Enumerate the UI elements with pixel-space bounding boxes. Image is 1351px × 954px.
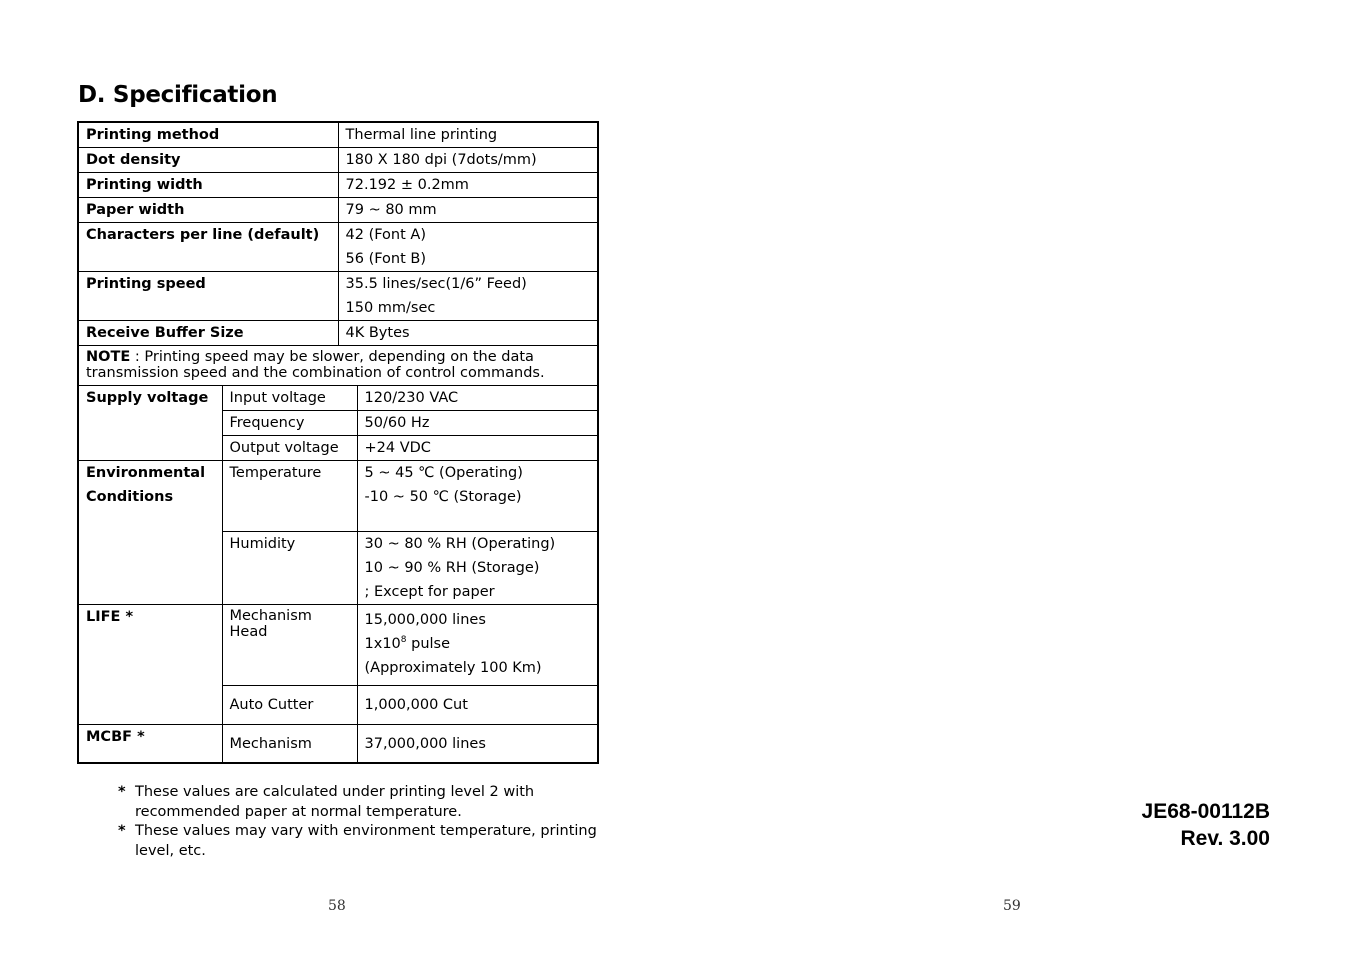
hum-operating: 30 ~ 80 % RH (Operating) — [364, 536, 556, 552]
footnote-1 — [118, 783, 598, 822]
environmental-label — [78, 461, 222, 605]
page-number-left: 58 — [328, 898, 346, 914]
table-row — [78, 605, 598, 686]
note-label: NOTE — [86, 349, 131, 365]
buffer-value: 4K Bytes — [338, 321, 598, 346]
head-distance: (Approximately 100 Km) — [364, 660, 542, 676]
chars-per-line-value — [338, 223, 598, 272]
table-row — [78, 346, 598, 386]
table-row — [78, 148, 598, 173]
frequency-value: 50/60 Hz — [357, 411, 598, 436]
paper-width-value: 79 ~ 80 mm — [338, 198, 598, 223]
pulse-exponent: 8 — [400, 635, 407, 646]
paper-width-label: Paper width — [78, 198, 338, 223]
document-id: JE68-00112B — [1141, 800, 1270, 823]
footnote-2 — [118, 822, 598, 861]
pulse-base: 1x10 — [364, 636, 401, 652]
footnote-text: These values may vary with environment temperature, printing level, etc. — [135, 823, 597, 859]
mechanism-head-label — [222, 605, 357, 686]
dot-density-label: Dot density — [78, 148, 338, 173]
font-a-value: 42 (Font A) — [345, 227, 426, 243]
document-id-block — [1142, 798, 1270, 852]
printing-speed-label: Printing speed — [78, 272, 338, 321]
table-row — [78, 223, 598, 272]
page-number-right: 59 — [1003, 898, 1021, 914]
life-label: LIFE * — [78, 605, 222, 725]
table-row — [78, 173, 598, 198]
mcbf-mechanism-label: Mechanism — [222, 725, 357, 764]
table-row — [78, 321, 598, 346]
head-pulse — [365, 632, 590, 656]
font-b-value: 56 (Font B) — [345, 251, 427, 267]
printing-width-value: 72.192 ± 0.2mm — [338, 173, 598, 198]
revision: Rev. 3.00 — [1180, 827, 1270, 850]
head-label: Head — [229, 624, 268, 640]
supply-voltage-label: Supply voltage — [78, 386, 222, 461]
input-voltage-label: Input voltage — [222, 386, 357, 411]
input-voltage-value: 120/230 VAC — [357, 386, 598, 411]
footnote-star: * — [118, 784, 126, 800]
mcbf-mechanism-value: 37,000,000 lines — [357, 725, 598, 764]
printing-speed-value — [338, 272, 598, 321]
humidity-label: Humidity — [222, 532, 357, 605]
chars-per-line-label: Characters per line (default) — [78, 223, 338, 272]
lines-per-sec-value: 35.5 lines/sec(1/6” Feed) — [345, 276, 527, 292]
printing-width-label: Printing width — [78, 173, 338, 198]
dot-density-value: 180 X 180 dpi (7dots/mm) — [338, 148, 598, 173]
mechanism-label: Mechanism — [229, 608, 312, 624]
table-row — [78, 272, 598, 321]
page-title: D. Specification — [78, 82, 278, 108]
temp-storage: -10 ~ 50 ℃ (Storage) — [364, 489, 522, 505]
table-row — [78, 386, 598, 411]
note-text: : Printing speed may be slower, depending on the data transmission speed and the combination of control commands. — [86, 349, 545, 381]
buffer-label: Receive Buffer Size — [78, 321, 338, 346]
mcbf-label: MCBF * — [78, 725, 222, 764]
hum-storage: 10 ~ 90 % RH (Storage) — [364, 560, 540, 576]
temp-operating: 5 ~ 45 ℃ (Operating) — [364, 465, 523, 481]
humidity-value — [357, 532, 598, 605]
footnote-star: * — [118, 823, 126, 839]
table-row — [78, 198, 598, 223]
table-row — [78, 461, 598, 532]
mm-per-sec-value: 150 mm/sec — [345, 300, 436, 316]
environmental-label-line1: Environmental — [86, 465, 206, 481]
temperature-label: Temperature — [222, 461, 357, 532]
table-row — [78, 122, 598, 148]
frequency-label: Frequency — [222, 411, 357, 436]
mechanism-head-value — [357, 605, 598, 686]
table-row — [78, 725, 598, 764]
pulse-unit: pulse — [406, 636, 451, 652]
printing-method-label: Printing method — [78, 122, 338, 148]
footnote-text: These values are calculated under printing level 2 with recommended paper at normal temperature. — [135, 784, 535, 820]
auto-cutter-label: Auto Cutter — [222, 686, 357, 725]
printing-method-value: Thermal line printing — [338, 122, 598, 148]
hum-note: ; Except for paper — [364, 584, 495, 600]
environmental-label-line2: Conditions — [86, 489, 174, 505]
footnotes — [118, 783, 598, 861]
specification-table — [77, 121, 599, 764]
output-voltage-value: +24 VDC — [357, 436, 598, 461]
auto-cutter-value: 1,000,000 Cut — [357, 686, 598, 725]
temperature-value — [357, 461, 598, 532]
note-cell — [78, 346, 598, 386]
output-voltage-label: Output voltage — [222, 436, 357, 461]
mechanism-lines: 15,000,000 lines — [364, 612, 486, 628]
